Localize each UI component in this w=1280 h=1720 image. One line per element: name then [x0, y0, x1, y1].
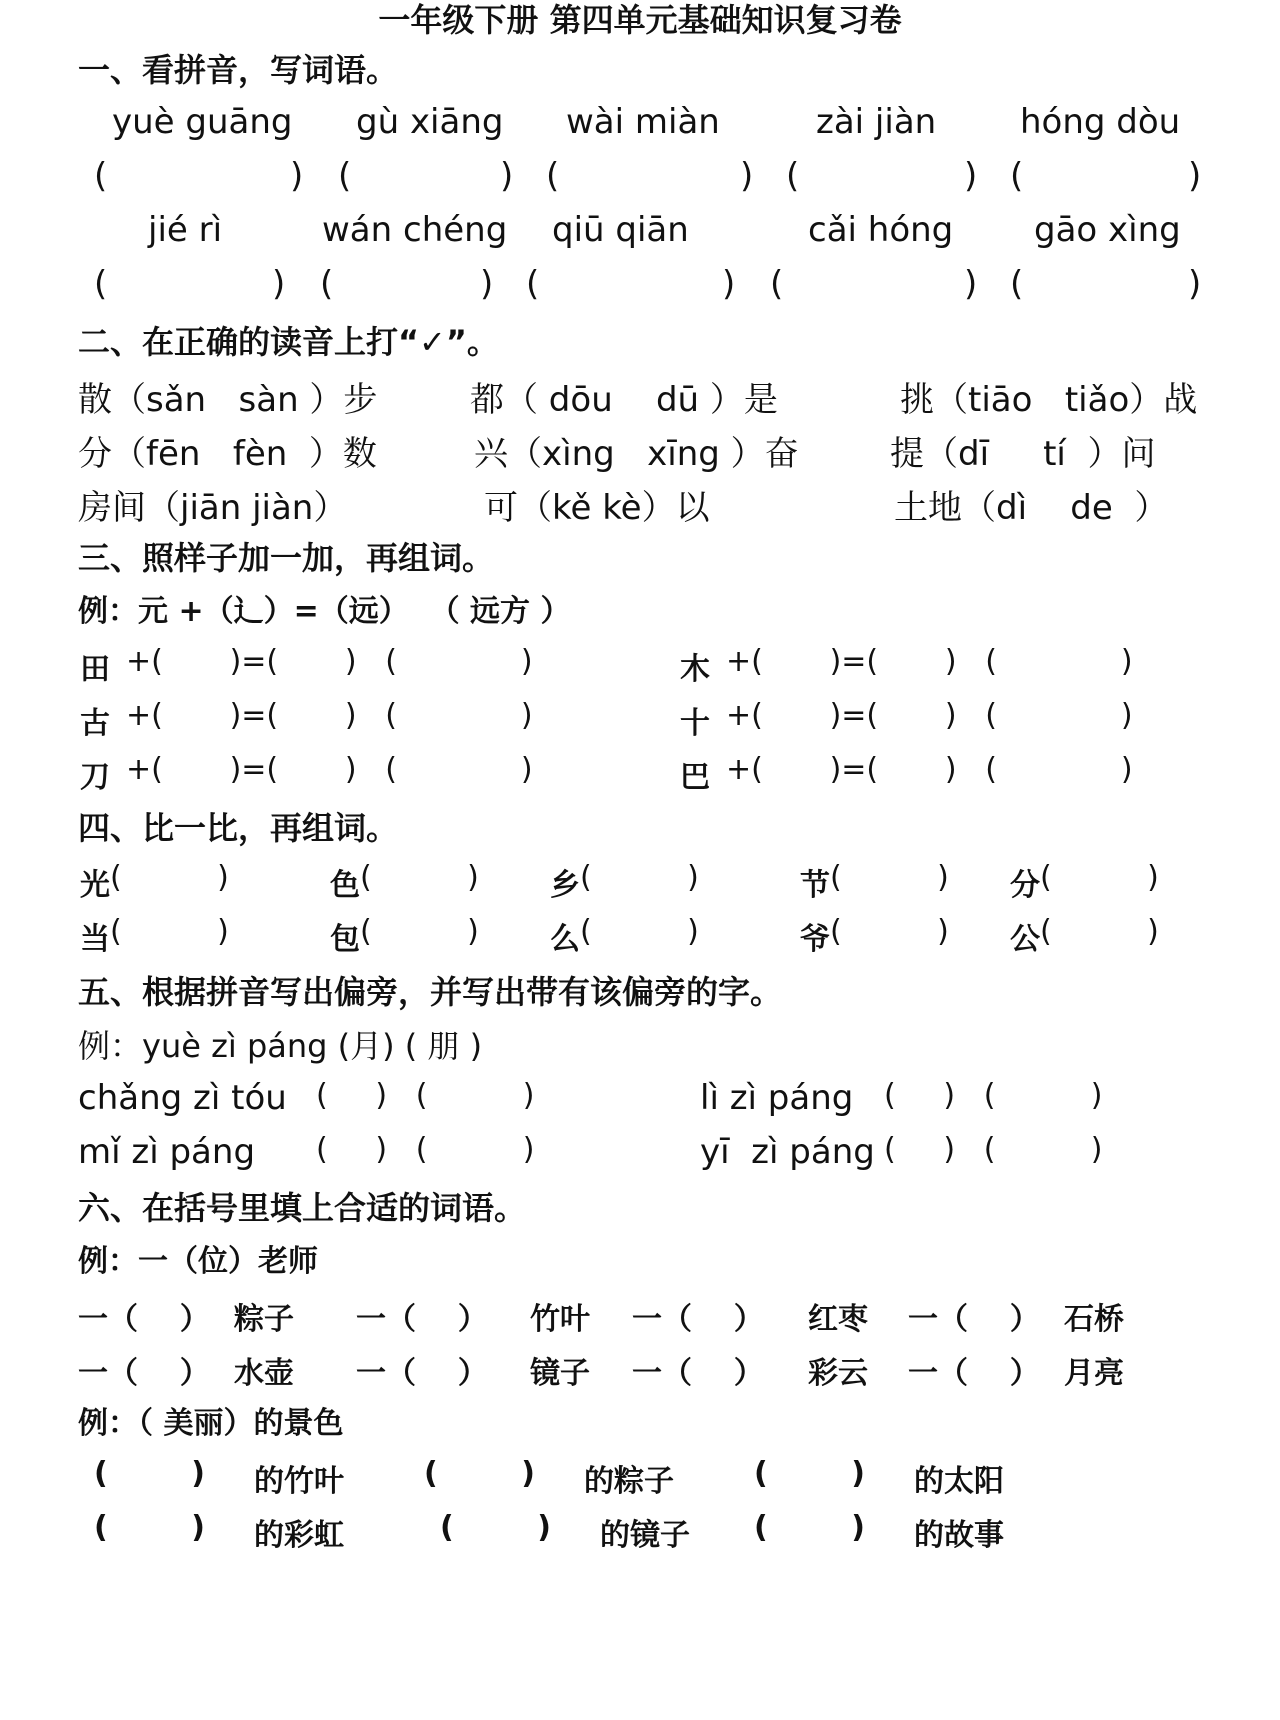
compare-char: 当	[80, 922, 110, 957]
answer-blank[interactable]: ( )	[830, 914, 949, 949]
adjective-blank[interactable]: ( )	[754, 1456, 865, 1491]
section-1-heading: 一、看拼音，写词语。	[78, 51, 399, 89]
adjective-noun: 的镜子	[600, 1518, 690, 1553]
compare-char: 么	[550, 922, 580, 957]
section-2-heading: 二、在正确的读音上打“✓”。	[78, 323, 499, 361]
answer-blank[interactable]: ( )	[360, 914, 479, 949]
radical-blank[interactable]: ( ) ( )	[316, 1132, 535, 1167]
pinyin-item: gù xiāng	[356, 102, 504, 142]
reading-item[interactable]: 土地（dì de ）	[894, 488, 1169, 528]
base-char: 古	[80, 706, 110, 741]
answer-blank[interactable]: ( )	[360, 860, 479, 895]
measure-blank[interactable]: 一（ ）	[78, 1302, 210, 1337]
compare-char: 公	[1010, 922, 1040, 957]
measure-blank[interactable]: 一（ ）	[908, 1302, 1040, 1337]
pinyin-item: wài miàn	[566, 102, 720, 142]
measure-noun: 红枣	[808, 1302, 868, 1337]
worksheet-page: 一年级下册 第四单元基础知识复习卷 一、看拼音，写词语。 yuè guāng gù xiāng wài miàn zài jiàn hóng dòu ( ) ( ) ( ) ( ) ( ) jié rì wán chéng qiū qiān cǎi hóng gāo xìng ( ) ( ) ( ) ( ) ( ) 二、在正确的读音上打“✓”。 散（sǎn sàn ）步 都（ dōu dū ）是 挑（tiāo tiǎo）战 分（fēn fèn ）数 兴（xìng xīng ）奋 提（dī tí ）问 房间（jiān jiàn） 可（kě kè）以 土地（dì de ） 三、照样子加一加，再组词。 例：元 +（辶）=（远） （ 远方 ） 田 +( )=( ) ( ) 木 +( )=( ) ( ) 古 +( )=( ) ( ) 十 +( )=( ) ( ) 刀 +( )=( ) ( ) 巴 +( )=( ) ( ) 四、比一比，再组词。 光 ( ) 色 ( ) 乡 ( ) 节 ( ) 分 ( ) 当 ( ) 包 ( ) 么 ( ) 爷 ( ) 公 ( ) 五、根据拼音写出偏旁，并写出带有该偏旁的字。 例：yuè zì páng (月) ( 朋 ) chǎng zì tóu ( ) ( ) lì zì páng ( ) ( ) mǐ zì páng ( ) ( ) yī zì páng ( ) ( ) 六、在括号里填上合适的词语。 例：一（位）老师 一（ ） 粽子 一（ ） 竹叶 一（ ） 红枣 一（ ） 石桥 一（ ） 水壶 一（ ） 镜子 一（ ） 彩云 一（ ） 月亮 例：（ 美丽）的景色 ( ) 的竹叶 ( ) 的粽子 ( ) 的太阳 ( ) 的彩虹 ( ) 的镜子 ( ) 的故事	[0, 0, 1280, 1720]
pinyin-item: zài jiàn	[816, 102, 937, 142]
answer-blank[interactable]: ( )	[580, 860, 699, 895]
section-5-heading: 五、根据拼音写出偏旁，并写出带有该偏旁的字。	[78, 973, 783, 1011]
measure-noun: 石桥	[1064, 1302, 1124, 1337]
compare-char: 节	[800, 868, 830, 903]
reading-item[interactable]: 分（fēn fèn ）数	[78, 434, 377, 474]
measure-noun: 镜子	[530, 1356, 590, 1391]
adjective-blank[interactable]: ( )	[754, 1510, 865, 1545]
measure-noun: 竹叶	[530, 1302, 590, 1337]
formula-blanks[interactable]: +( )=( ) ( )	[126, 698, 533, 733]
pinyin-item: hóng dòu	[1020, 102, 1181, 142]
section-3-example: 例：元 +（辶）=（远） （ 远方 ）	[78, 594, 571, 629]
section-3-heading: 三、照样子加一加，再组词。	[78, 539, 495, 577]
measure-noun: 水壶	[234, 1356, 294, 1391]
reading-item[interactable]: 可（kě kè）以	[484, 488, 710, 528]
answer-blank[interactable]: ( )	[1040, 914, 1159, 949]
pinyin-item: cǎi hóng	[808, 210, 954, 250]
section-6-heading: 六、在括号里填上合适的词语。	[78, 1189, 527, 1227]
measure-blank[interactable]: 一（ ）	[78, 1356, 210, 1391]
section-6-example-2: 例：（ 美丽）的景色	[78, 1406, 344, 1441]
section-5-example: 例：yuè zì páng (月) ( 朋 )	[78, 1027, 483, 1065]
adjective-blank[interactable]: ( )	[440, 1510, 551, 1545]
compare-char: 乡	[550, 868, 580, 903]
adjective-noun: 的彩虹	[254, 1518, 344, 1553]
compare-char: 分	[1010, 868, 1040, 903]
formula-blanks[interactable]: +( )=( ) ( )	[726, 698, 1133, 733]
compare-char: 爷	[800, 922, 830, 957]
pinyin-item: gāo xìng	[1034, 210, 1181, 250]
radical-blank[interactable]: ( ) ( )	[316, 1078, 535, 1113]
pinyin-item: yuè guāng	[112, 102, 293, 142]
radical-pinyin: chǎng zì tóu	[78, 1078, 287, 1118]
compare-char: 光	[80, 868, 110, 903]
formula-blanks[interactable]: +( )=( ) ( )	[726, 644, 1133, 679]
adjective-noun: 的竹叶	[254, 1464, 344, 1499]
formula-blanks[interactable]: +( )=( ) ( )	[726, 752, 1133, 787]
adjective-noun: 的故事	[914, 1518, 1004, 1553]
base-char: 刀	[80, 760, 110, 795]
adjective-blank[interactable]: ( )	[424, 1456, 535, 1491]
reading-item[interactable]: 散（sǎn sàn ）步	[78, 380, 378, 420]
base-char: 木	[680, 652, 710, 687]
measure-noun: 粽子	[234, 1302, 294, 1337]
pinyin-item: qiū qiān	[552, 210, 689, 250]
measure-blank[interactable]: 一（ ）	[632, 1302, 764, 1337]
answer-blank[interactable]: ( )	[110, 914, 229, 949]
radical-blank[interactable]: ( ) ( )	[884, 1078, 1103, 1113]
answer-blank[interactable]: ( )	[580, 914, 699, 949]
compare-char: 色	[330, 868, 360, 903]
adjective-noun: 的太阳	[914, 1464, 1004, 1499]
base-char: 巴	[680, 760, 710, 795]
pinyin-item: wán chéng	[322, 210, 508, 250]
section-4-heading: 四、比一比，再组词。	[78, 809, 399, 847]
reading-item[interactable]: 都（ dōu dū ）是	[470, 380, 778, 420]
answer-blank[interactable]: ( )	[110, 860, 229, 895]
adjective-noun: 的粽子	[584, 1464, 674, 1499]
reading-item[interactable]: 房间（jiān jiàn）	[78, 488, 348, 528]
measure-blank[interactable]: 一（ ）	[356, 1302, 488, 1337]
pinyin-item: jié rì	[148, 210, 223, 250]
measure-noun: 月亮	[1064, 1356, 1124, 1391]
reading-item[interactable]: 提（dī tí ）问	[890, 434, 1156, 474]
radical-pinyin: lì zì páng	[700, 1078, 854, 1118]
radical-pinyin: yī zì páng	[700, 1132, 875, 1172]
measure-blank[interactable]: 一（ ）	[908, 1356, 1040, 1391]
section-6-example-1: 例：一（位）老师	[78, 1244, 318, 1279]
measure-blank[interactable]: 一（ ）	[356, 1356, 488, 1391]
adjective-blank[interactable]: ( )	[94, 1456, 205, 1491]
adjective-blank[interactable]: ( )	[94, 1510, 205, 1545]
formula-blanks[interactable]: +( )=( ) ( )	[126, 644, 533, 679]
answer-blank[interactable]: ( )	[1040, 860, 1159, 895]
base-char: 十	[680, 706, 710, 741]
formula-blanks[interactable]: +( )=( ) ( )	[126, 752, 533, 787]
radical-pinyin: mǐ zì páng	[78, 1132, 256, 1172]
measure-noun: 彩云	[808, 1356, 868, 1391]
answer-blank[interactable]: ( )	[830, 860, 949, 895]
compare-char: 包	[330, 922, 360, 957]
radical-blank[interactable]: ( ) ( )	[884, 1132, 1103, 1167]
base-char: 田	[80, 652, 110, 687]
page-title: 一年级下册 第四单元基础知识复习卷	[378, 1, 902, 39]
reading-item[interactable]: 挑（tiāo tiǎo）战	[900, 380, 1198, 420]
reading-item[interactable]: 兴（xìng xīng ）奋	[474, 434, 799, 474]
measure-blank[interactable]: 一（ ）	[632, 1356, 764, 1391]
